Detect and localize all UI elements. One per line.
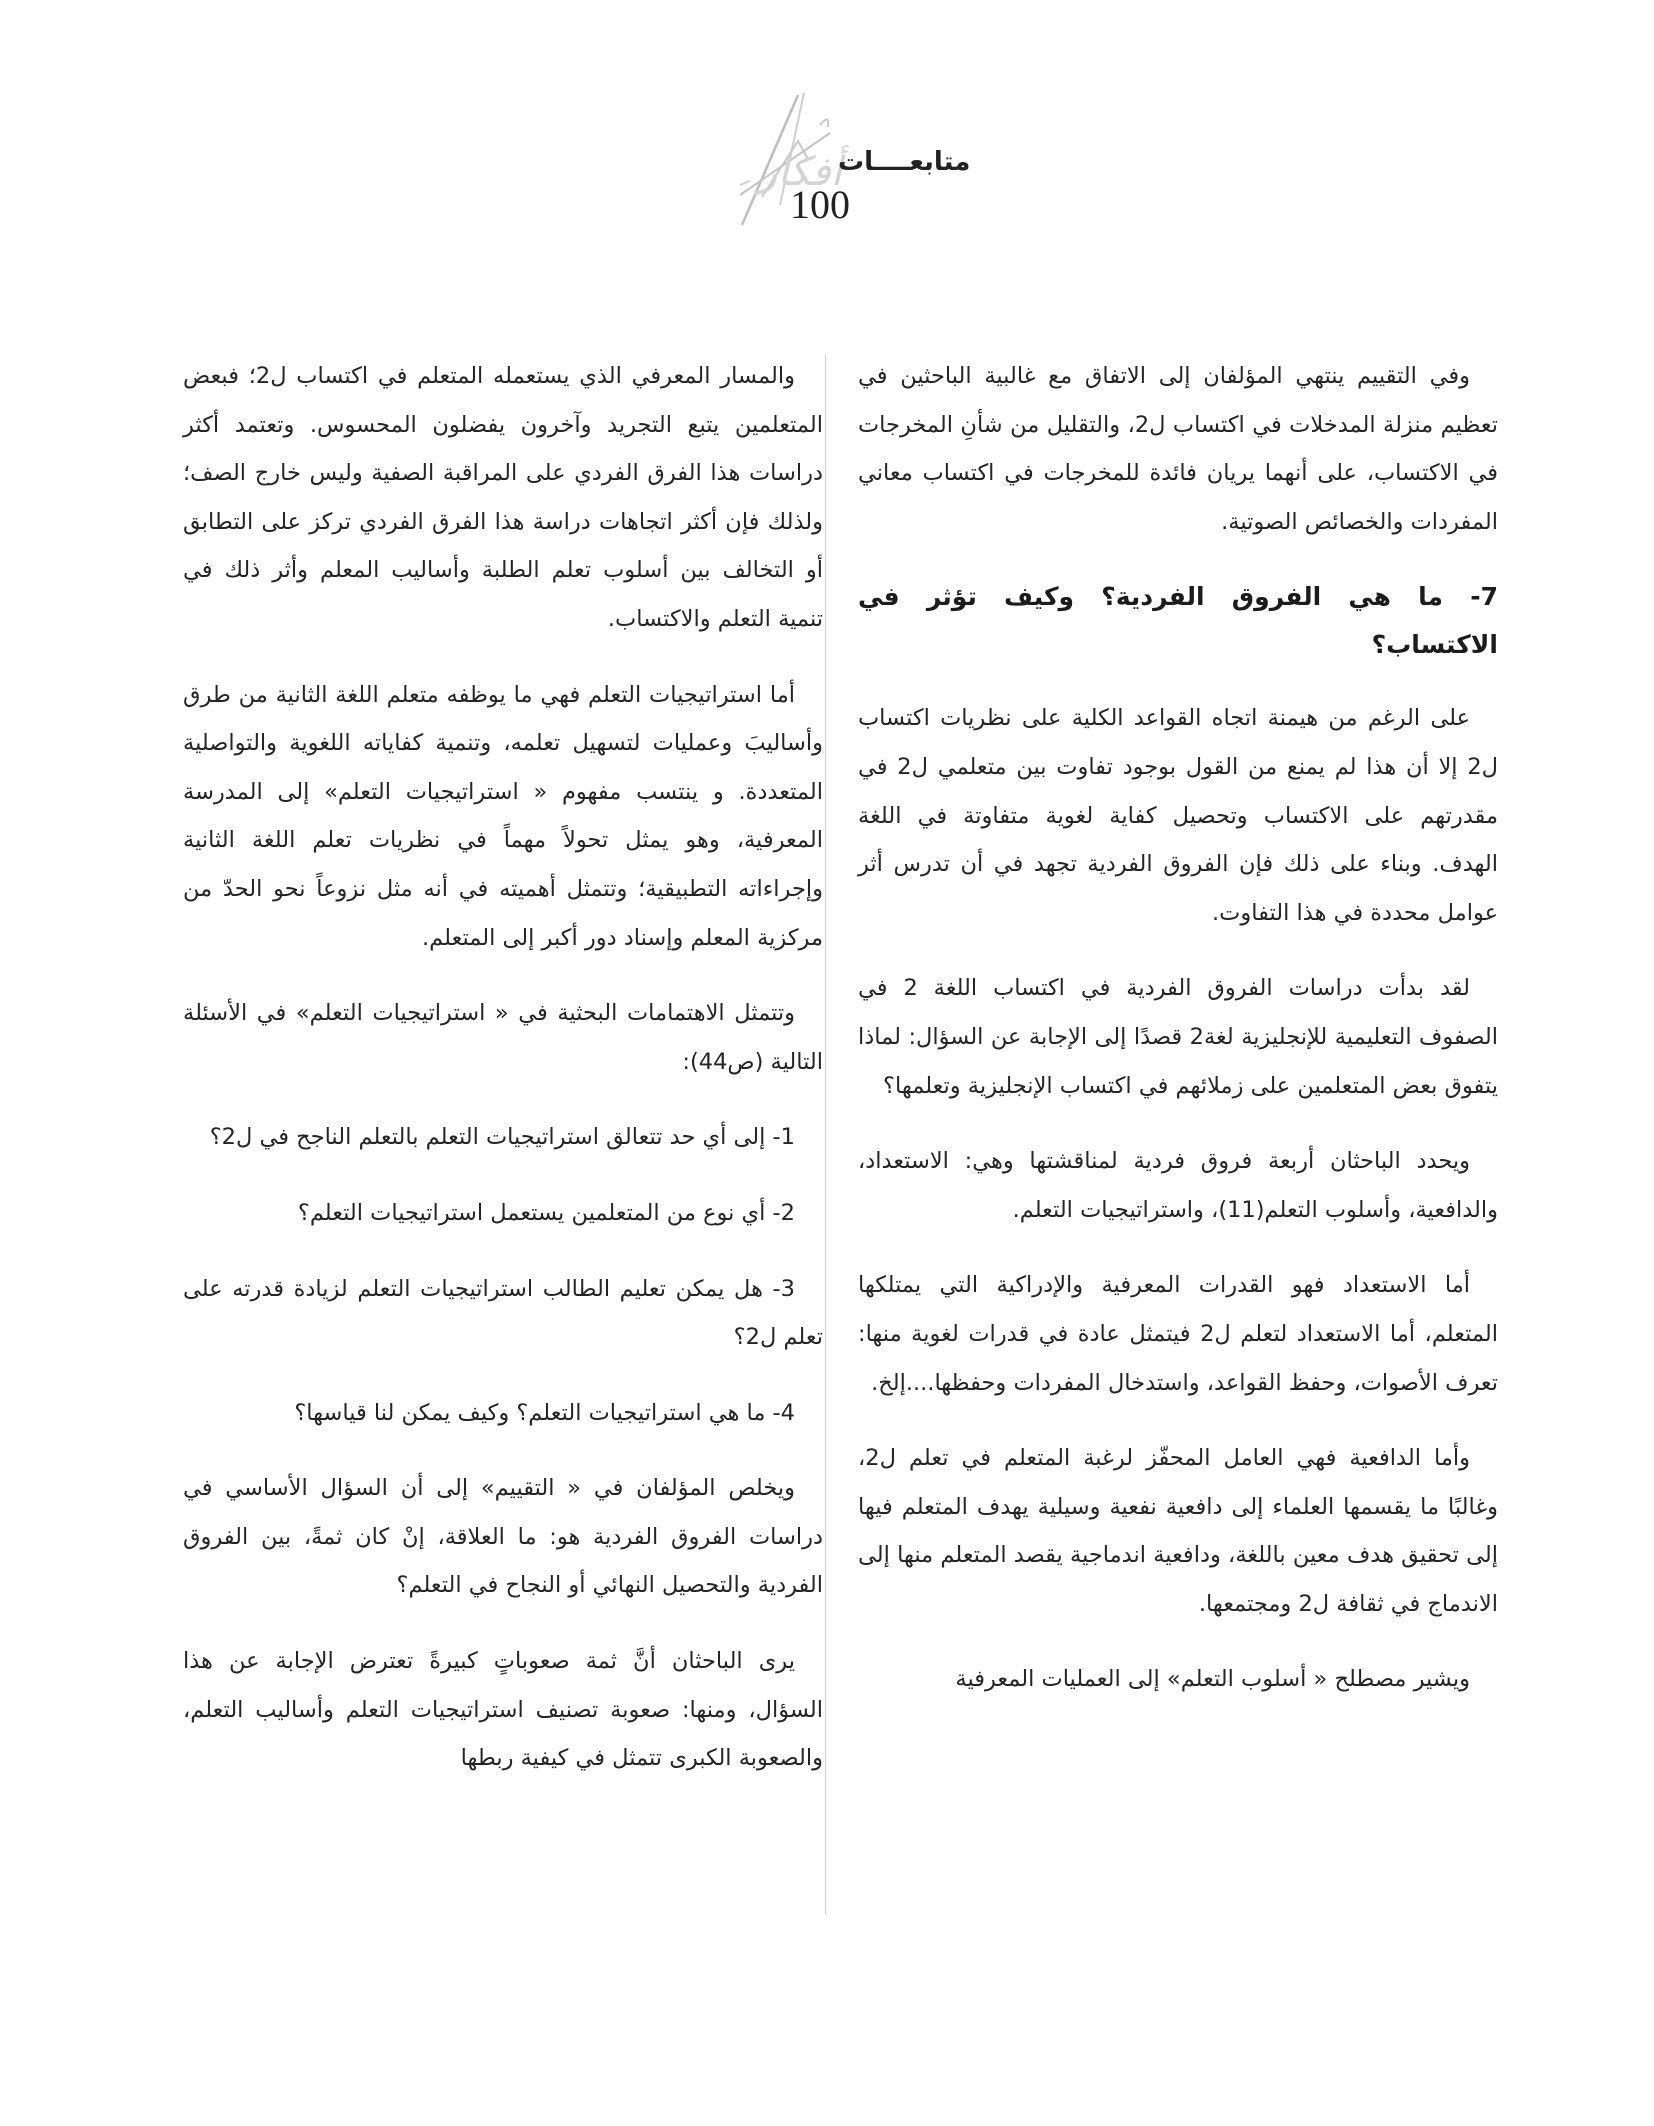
paragraph: ويشير مصطلح « أسلوب التعلم» إلى العمليات المعرفية [955,1666,1470,1693]
column-divider [825,355,826,1915]
paragraph: أما الاستعداد فهو القدرات المعرفية والإدراكية التي يمتلكها المتعلم، أما الاستعداد لتعلم ل2 فيتمثل عادة في قدرات لغوية منها: تعرف الأصوات، وحفظ القواعد، واستدخال المفردات وحفظها....إلخ. [858,1272,1498,1396]
paragraph: يرى الباحثان أنَّ ثمة صعوباتٍ كبيرةً تعترض الإجابة عن هذا السؤال، ومنها: صعوبة تصنيف استراتيجيات التعلم وأساليب التعلم، والصعوبة الكبرى تتمثل في كيفية ربطها [183,1648,823,1772]
section-heading: 7- ما هي الفروق الفردية؟ وكيف تؤثر في الاكتساب؟ [858,582,1498,660]
paragraph: لقد بدأت دراسات الفروق الفردية في اكتساب اللغة 2 في الصفوف التعليمية للإنجليزية لغة2 قصدًا إلى الإجابة عن السؤال: لماذا يتفوق بعض المتعلمين على زملائهم في اكتساب الإنجليزية وتعلمها؟ [858,975,1498,1099]
paragraph: وأما الدافعية فهي العامل المحفّز لرغبة المتعلم في تعلم ل2، وغالبًا ما يقسمها العلماء إلى دافعية نفعية وسيلية يهدف المتعلم فيها إلى تحقيق هدف معين باللغة، ودافعية اندماجية يقصد المتعلم منها إلى الاندماج في ثقافة ل2 ومجتمعها. [858,1445,1498,1617]
paragraph: وتتمثل الاهتمامات البحثية في « استراتيجيات التعلم» في الأسئلة التالية (ص44): [183,1000,823,1075]
svg-text:أفكار: أفكار [758,149,842,195]
paragraph: ويحدد الباحثان أربعة فروق فردية لمناقشتها وهي: الاستعداد، والدافعية، وأسلوب التعلم(11)، واستراتيجيات التعلم. [858,1148,1498,1223]
section-label: متابعــــات [838,147,971,177]
question-item: 4- ما هي استراتيجيات التعلم؟ وكيف يمكن لنا قياسها؟ [294,1399,795,1426]
paragraph: أما استراتيجيات التعلم فهي ما يوظفه متعلم اللغة الثانية من طرق وأساليبَ وعمليات لتسهيل تعلمه، وتنمية كفاياته اللغوية والتواصلية المتعددة. و ينتسب مفهوم « استراتيجيات التعلم» إلى المدرسة المعرفية، وهو يمثل تحولاً مهماً في نظريات تعلم اللغة الثانية وإجراءاته التطبيقية؛ وتتمثل أهميته في أنه مثل نزوعاً نحو الحدّ من مركزية المعلم وإسناد دور أكبر إلى المتعلم. [183,681,823,951]
page-number: 100 [790,182,850,227]
right-column [858,352,1498,1731]
question-item: 3- هل يمكن تعليم الطالب استراتيجيات التعلم لزيادة قدرته على تعلم ل2؟ [183,1275,823,1351]
page-header [660,85,980,235]
paragraph: ويخلص المؤلفان في « التقييم» إلى أن السؤال الأساسي في دراسات الفروق الفردية هو: ما العلاقة، إنْ كان ثمةً، بين الفروق الفردية والتحصيل النهائي أو النجاح في التعلم؟ [183,1475,823,1599]
paragraph: وفي التقييم ينتهي المؤلفان إلى الاتفاق مع غالبية الباحثين في تعظيم منزلة المدخلات في اكتساب ل2، والتقليل من شأنِ المخرجات في الاكتساب، على أنهما يريان فائدة للمخرجات في اكتساب معاني المفردات والخصائص الصوتية. [858,363,1498,535]
question-item: 1- إلى أي حد تتعالق استراتيجيات التعلم بالتعلم الناجح في ل2؟ [209,1124,795,1151]
paragraph: على الرغم من هيمنة اتجاه القواعد الكلية على نظريات اكتساب ل2 إلا أن هذا لم يمنع من القول بوجود تفاوت بين متعلمي ل2 في مقدرتهم على الاكتساب وتحصيل كفاية لغوية متفاوتة في اللغة الهدف. وبناء على ذلك فإن الفروق الفردية تجهد في أن تدرس أثر عوامل محددة في هذا التفاوت. [858,705,1498,926]
paragraph: والمسار المعرفي الذي يستعمله المتعلم في اكتساب ل2؛ فبعض المتعلمين يتبع التجريد وآخرون يفضلون المحسوس. وتعتمد أكثر دراسات هذا الفرق الفردي على المراقبة الصفية وليس خارج الصف؛ ولذلك فإن أكثر اتجاهات دراسة هذا الفرق الفردي تركز على التطابق أو التخالف بين أسلوب تعلم الطلبة وأساليب المعلم وأثر ذلك في تنمية التعلم والاكتساب. [183,363,823,632]
question-item: 2- أي نوع من المتعلمين يستعمل استراتيجيات التعلم؟ [297,1199,795,1226]
left-column [183,352,823,1810]
